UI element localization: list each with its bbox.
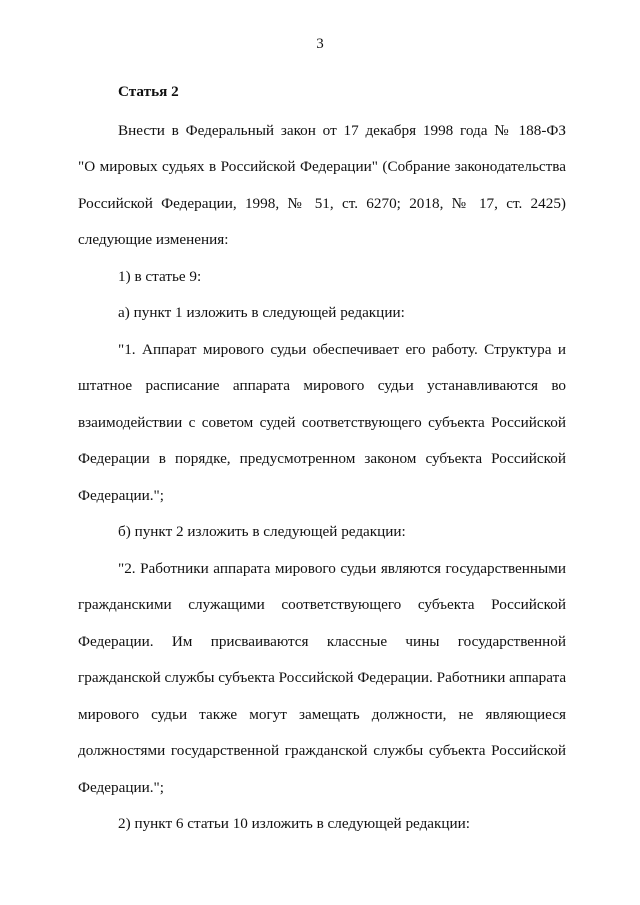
list-item-1b: б) пункт 2 изложить в следующей редакции: <box>118 523 406 540</box>
text-line: "О мировых судьях в Российской Федерации" (Собрание законодательства <box>78 158 566 175</box>
text-line: Российской Федерации, 1998, № 51, ст. 6270; 2018, № 17, ст. 2425) <box>78 194 566 212</box>
text-line: "2. Работники аппарата мирового судьи являются государственными <box>118 559 566 577</box>
list-item-2: 2) пункт 6 статьи 10 изложить в следующей редакции: <box>118 815 471 832</box>
text-line: мирового судьи также могут замещать должности, не являющиеся <box>78 705 566 723</box>
text-line: взаимодействии с советом судей соответствующего субъекта Российской <box>78 413 566 431</box>
list-item-1: 1) в статье 9: <box>118 267 202 285</box>
text-line: гражданской службы субъекта Российской Федерации. Работники аппарата <box>78 669 567 686</box>
text-line: Федерации в порядке, предусмотренном законом субъекта Российской <box>78 450 566 467</box>
text-line: следующие изменения: <box>78 231 229 248</box>
page-number: 3 <box>316 36 324 52</box>
article-title: Статья 2 <box>118 83 179 100</box>
quote-paragraph-1 <box>78 332 566 515</box>
text-line: Федерации."; <box>78 486 164 504</box>
quote-paragraph-2 <box>78 551 566 807</box>
text-line: Федерации."; <box>78 778 164 796</box>
text-line: "1. Аппарат мирового судьи обеспечивает его работу. Структура и <box>118 340 566 358</box>
document-body <box>78 74 566 843</box>
text-line: Внести в Федеральный закон от 17 декабря 1998 года № 188-ФЗ <box>118 121 566 139</box>
text-line: Федерации. Им присваиваются классные чины государственной <box>78 632 566 650</box>
intro-paragraph <box>78 113 566 259</box>
text-line: штатное расписание аппарата мирового судьи устанавливаются во <box>78 377 566 394</box>
list-item-1a: а) пункт 1 изложить в следующей редакции: <box>118 304 405 321</box>
text-line: гражданскими служащими соответствующего субъекта Российской <box>78 596 566 613</box>
text-line: должностями государственной гражданской службы субъекта Российской <box>78 742 566 759</box>
